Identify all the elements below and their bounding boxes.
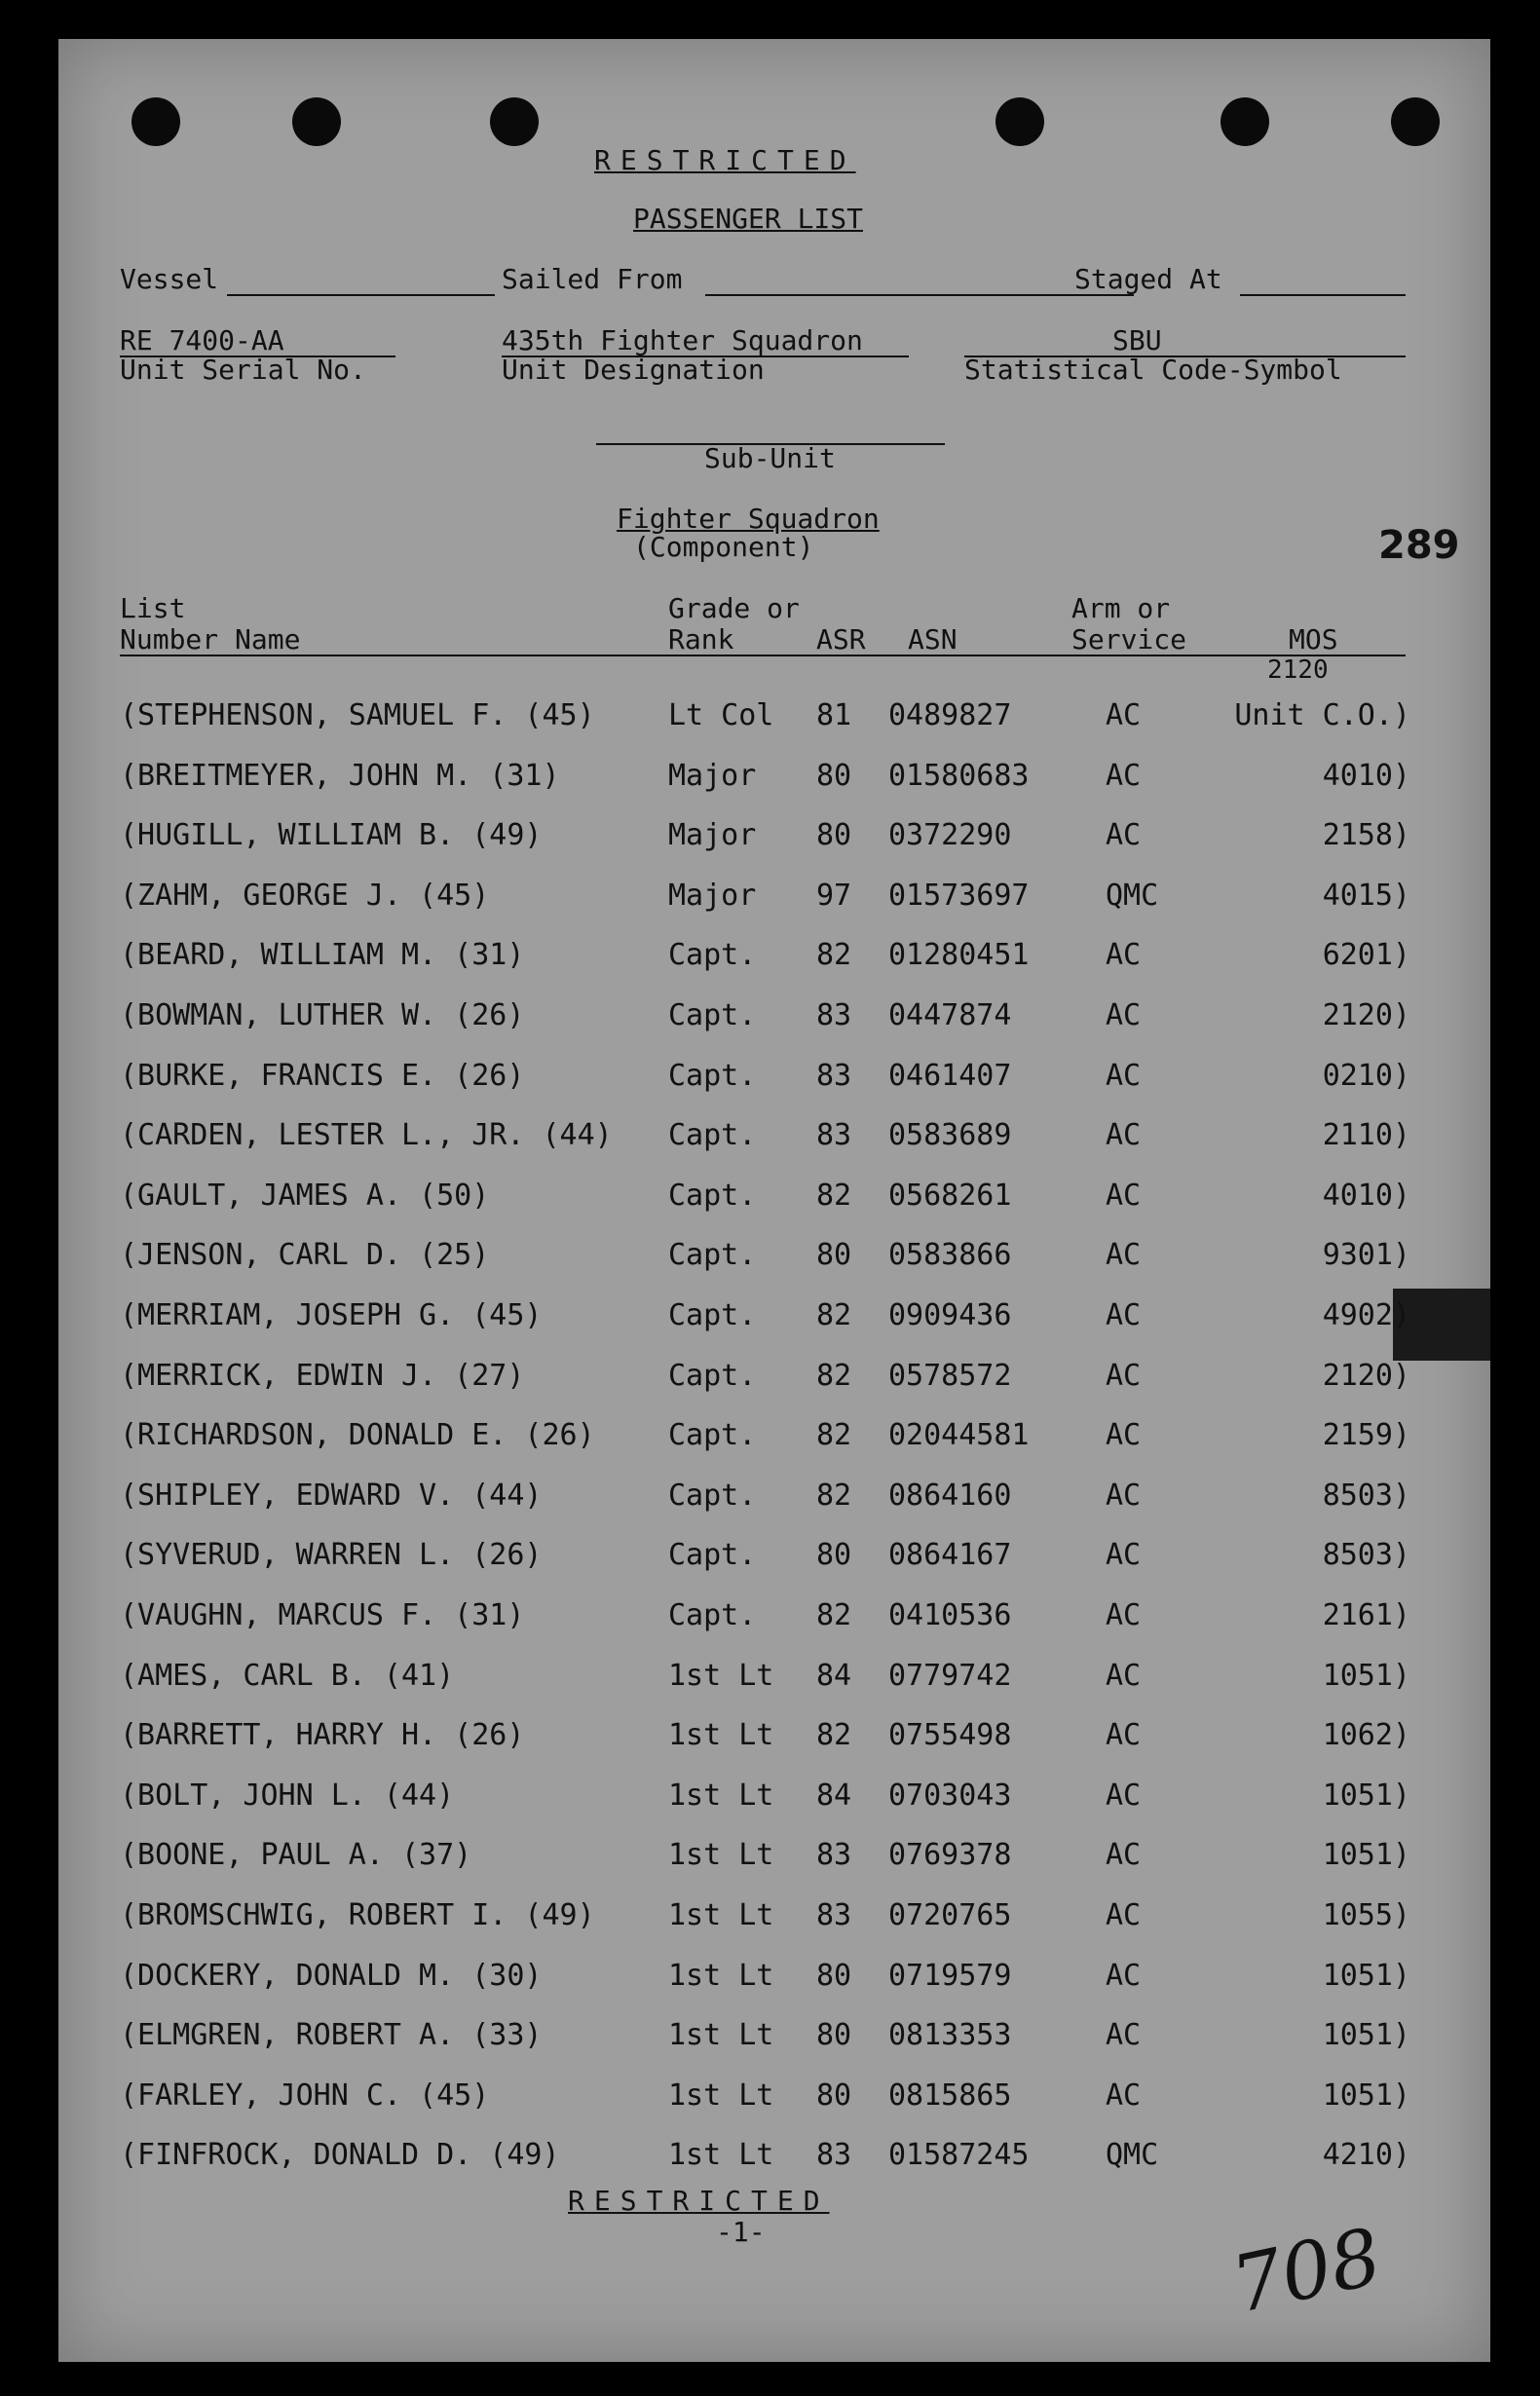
staged-at-label: Staged At	[1074, 263, 1222, 295]
passenger-asn: 0909436	[888, 1298, 1012, 1332]
table-row	[58, 1298, 1490, 1337]
passenger-rank: Major	[668, 758, 757, 793]
passenger-asn: 0720765	[888, 1898, 1012, 1932]
passenger-asn: 01280451	[888, 938, 1030, 973]
classification-footer: RESTRICTED	[568, 2185, 830, 2217]
passenger-asn: 0815865	[888, 2078, 1012, 2113]
col-grade-bottom: Rank	[668, 623, 734, 655]
passenger-name: (BOLT, JOHN L. (44)	[120, 1778, 455, 1813]
passenger-rank: Capt.	[668, 1598, 757, 1632]
passenger-asn: 0583689	[888, 1118, 1012, 1153]
passenger-asr: 83	[816, 1898, 852, 1932]
passenger-asr: 82	[816, 1178, 852, 1213]
passenger-name: (ZAHM, GEORGE J. (45)	[120, 878, 490, 913]
passenger-asn: 01587245	[888, 2138, 1030, 2173]
table-row	[58, 1179, 1490, 1217]
passenger-mos: 1051)	[1322, 1838, 1410, 1873]
passenger-mos: 2161)	[1322, 1598, 1410, 1632]
passenger-mos: 1055)	[1322, 1898, 1410, 1932]
component-value: Fighter Squadron	[617, 503, 880, 535]
passenger-arm: AC	[1106, 2078, 1142, 2113]
passenger-rank: Capt.	[668, 1298, 757, 1332]
table-row	[58, 879, 1490, 917]
passenger-asr: 82	[816, 1478, 852, 1513]
table-row	[58, 818, 1490, 857]
table-row	[58, 1118, 1490, 1157]
passenger-mos: 2120)	[1322, 1358, 1410, 1393]
passenger-asr: 80	[816, 1958, 852, 1993]
stat-code-value: SBU	[1112, 324, 1162, 356]
sailed-from-blank	[705, 294, 1134, 296]
vessel-label: Vessel	[120, 263, 219, 295]
passenger-mos: 8503)	[1322, 1478, 1410, 1513]
passenger-name: (SYVERUD, WARREN L. (26)	[120, 1538, 543, 1573]
table-row	[58, 698, 1490, 737]
passenger-asr: 83	[816, 2138, 852, 2173]
passenger-arm: AC	[1106, 758, 1142, 793]
passenger-rank: 1st Lt	[668, 1778, 774, 1813]
passenger-arm: AC	[1106, 1418, 1142, 1453]
passenger-asr: 83	[816, 1838, 852, 1873]
passenger-name: (BURKE, FRANCIS E. (26)	[120, 1058, 525, 1093]
passenger-arm: AC	[1106, 998, 1142, 1032]
passenger-name: (MERRIAM, JOSEPH G. (45)	[120, 1298, 543, 1332]
table-row	[58, 2078, 1490, 2117]
passenger-rank: Capt.	[668, 1358, 757, 1393]
col-asn: ASN	[908, 623, 958, 655]
passenger-arm: AC	[1106, 1298, 1142, 1332]
col-arm-top: Arm or	[1071, 592, 1171, 624]
passenger-mos: 2110)	[1322, 1118, 1410, 1153]
passenger-asn: 0461407	[888, 1058, 1012, 1093]
passenger-asr: 80	[816, 818, 852, 853]
sailed-from-label: Sailed From	[502, 263, 683, 295]
table-row	[58, 1838, 1490, 1877]
passenger-rank: 1st Lt	[668, 1718, 774, 1753]
passenger-mos: 1051)	[1322, 2078, 1410, 2113]
passenger-name: (HUGILL, WILLIAM B. (49)	[120, 818, 543, 853]
table-row	[58, 1898, 1490, 1937]
passenger-asr: 80	[816, 1538, 852, 1573]
passenger-asr: 80	[816, 1238, 852, 1273]
passenger-mos: 1051)	[1322, 1778, 1410, 1813]
passenger-asn: 0447874	[888, 998, 1012, 1032]
passenger-arm: AC	[1106, 2018, 1142, 2053]
passenger-rank: 1st Lt	[668, 2018, 774, 2053]
col-list: List	[120, 592, 186, 624]
passenger-mos: Unit C.O.)	[1234, 698, 1410, 732]
passenger-asr: 80	[816, 2018, 852, 2053]
page-number: -1-	[716, 2216, 766, 2248]
unit-designation-label: Unit Designation	[502, 354, 765, 386]
staged-at-blank	[1240, 294, 1406, 296]
document-title: PASSENGER LIST	[633, 203, 864, 235]
passenger-name: (RICHARDSON, DONALD E. (26)	[120, 1418, 595, 1453]
passenger-arm: AC	[1106, 938, 1142, 973]
passenger-name: (VAUGHN, MARCUS F. (31)	[120, 1598, 525, 1632]
passenger-name: (AMES, CARL B. (41)	[120, 1658, 455, 1693]
passenger-mos: 1062)	[1322, 1718, 1410, 1753]
passenger-name: (BROMSCHWIG, ROBERT I. (49)	[120, 1898, 595, 1932]
passenger-asn: 0372290	[888, 818, 1012, 853]
passenger-mos: 9301)	[1322, 1238, 1410, 1273]
passenger-asn: 01580683	[888, 758, 1030, 793]
table-row	[58, 1359, 1490, 1398]
passenger-rank: Capt.	[668, 938, 757, 973]
passenger-rank: Capt.	[668, 1418, 757, 1453]
passenger-rank: Major	[668, 818, 757, 853]
passenger-name: (DOCKERY, DONALD M. (30)	[120, 1958, 543, 1993]
passenger-name: (BEARD, WILLIAM M. (31)	[120, 938, 525, 973]
passenger-mos: 1051)	[1322, 2018, 1410, 2053]
passenger-asn: 0864160	[888, 1478, 1012, 1513]
table-row	[58, 759, 1490, 798]
passenger-asr: 83	[816, 998, 852, 1032]
col-grade-top: Grade or	[668, 592, 800, 624]
passenger-asr: 82	[816, 938, 852, 973]
classification-header: RESTRICTED	[594, 144, 856, 176]
table-row	[58, 2138, 1490, 2177]
table-row	[58, 1479, 1490, 1517]
passenger-name: (BREITMEYER, JOHN M. (31)	[120, 758, 560, 793]
passenger-asr: 84	[816, 1778, 852, 1813]
passenger-asn: 0568261	[888, 1178, 1012, 1213]
passenger-arm: AC	[1106, 1838, 1142, 1873]
passenger-arm: AC	[1106, 1778, 1142, 1813]
passenger-arm: QMC	[1106, 2138, 1159, 2173]
table-row	[58, 1238, 1490, 1277]
passenger-mos: 0210)	[1322, 1058, 1410, 1093]
passenger-rank: 1st Lt	[668, 2078, 774, 2113]
passenger-rank: Capt.	[668, 1178, 757, 1213]
component-label: (Component)	[633, 531, 814, 563]
passenger-arm: AC	[1106, 1598, 1142, 1632]
passenger-asr: 82	[816, 1598, 852, 1632]
passenger-arm: AC	[1106, 1178, 1142, 1213]
passenger-rank: Lt Col	[668, 698, 774, 732]
passenger-mos: 1051)	[1322, 1658, 1410, 1693]
table-row	[58, 1538, 1490, 1577]
passenger-name: (FARLEY, JOHN C. (45)	[120, 2078, 490, 2113]
col-asr: ASR	[816, 623, 866, 655]
table-row	[58, 1418, 1490, 1457]
passenger-arm: AC	[1106, 1718, 1142, 1753]
passenger-asn: 0719579	[888, 1958, 1012, 1993]
passenger-rank: Capt.	[668, 1238, 757, 1273]
passenger-arm: AC	[1106, 1958, 1142, 1993]
passenger-arm: AC	[1106, 1118, 1142, 1153]
header-rule	[120, 655, 1406, 656]
document-page	[58, 39, 1490, 2362]
passenger-asr: 82	[816, 1358, 852, 1393]
passenger-rank: 1st Lt	[668, 1898, 774, 1932]
punch-hole	[995, 97, 1044, 146]
passenger-asr: 83	[816, 1058, 852, 1093]
passenger-name: (FINFROCK, DONALD D. (49)	[120, 2138, 560, 2173]
passenger-asn: 0813353	[888, 2018, 1012, 2053]
table-row	[58, 2018, 1490, 2057]
passenger-arm: AC	[1106, 698, 1142, 732]
passenger-asr: 84	[816, 1658, 852, 1693]
passenger-mos: 4010)	[1322, 758, 1410, 793]
passenger-rank: Major	[668, 878, 757, 913]
passenger-asr: 83	[816, 1118, 852, 1153]
passenger-name: (GAULT, JAMES A. (50)	[120, 1178, 490, 1213]
unit-designation-value: 435th Fighter Squadron	[502, 324, 863, 356]
passenger-asr: 82	[816, 1418, 852, 1453]
passenger-name: (BOWMAN, LUTHER W. (26)	[120, 998, 525, 1032]
passenger-rank: 1st Lt	[668, 2138, 774, 2173]
passenger-name: (MERRICK, EDWIN J. (27)	[120, 1358, 525, 1393]
passenger-arm: AC	[1106, 1058, 1142, 1093]
passenger-arm: QMC	[1106, 878, 1159, 913]
passenger-asn: 01573697	[888, 878, 1030, 913]
passenger-asn: 0578572	[888, 1358, 1012, 1393]
passenger-asr: 81	[816, 698, 852, 732]
passenger-asr: 80	[816, 758, 852, 793]
passenger-name: (CARDEN, LESTER L., JR. (44)	[120, 1118, 613, 1153]
passenger-name: (ELMGREN, ROBERT A. (33)	[120, 2018, 543, 2053]
passenger-mos: 2120)	[1322, 998, 1410, 1032]
passenger-asn: 02044581	[888, 1418, 1030, 1453]
passenger-asn: 0410536	[888, 1598, 1012, 1632]
passenger-rank: Capt.	[668, 1538, 757, 1573]
unit-serial-value: RE 7400-AA	[120, 324, 284, 356]
passenger-arm: AC	[1106, 1898, 1142, 1932]
passenger-name: (BARRETT, HARRY H. (26)	[120, 1718, 525, 1753]
passenger-rank: Capt.	[668, 1058, 757, 1093]
passenger-rank: 1st Lt	[668, 1958, 774, 1993]
passenger-arm: AC	[1106, 1538, 1142, 1573]
passenger-asn: 0703043	[888, 1778, 1012, 1813]
passenger-asr: 82	[816, 1718, 852, 1753]
sub-unit-label: Sub-Unit	[704, 442, 836, 474]
passenger-mos: 6201)	[1322, 938, 1410, 973]
table-row	[58, 1959, 1490, 1998]
passenger-asr: 82	[816, 1298, 852, 1332]
passenger-asn: 0489827	[888, 698, 1012, 732]
passenger-rank: 1st Lt	[668, 1838, 774, 1873]
passenger-mos: 4210)	[1322, 2138, 1410, 2173]
page-stamp: 289	[1378, 523, 1460, 568]
vessel-blank	[227, 294, 495, 296]
col-number-name: Number Name	[120, 623, 301, 655]
passenger-asn: 0769378	[888, 1838, 1012, 1873]
passenger-mos: 2159)	[1322, 1418, 1410, 1453]
punch-hole	[1221, 97, 1269, 146]
passenger-arm: AC	[1106, 1478, 1142, 1513]
passenger-asn: 0864167	[888, 1538, 1012, 1573]
passenger-mos: 4015)	[1322, 878, 1410, 913]
passenger-rank: 1st Lt	[668, 1658, 774, 1693]
passenger-name: (JENSON, CARL D. (25)	[120, 1238, 490, 1273]
passenger-arm: AC	[1106, 818, 1142, 853]
passenger-arm: AC	[1106, 1238, 1142, 1273]
punch-hole	[490, 97, 539, 146]
punch-hole	[292, 97, 341, 146]
passenger-asr: 97	[816, 878, 852, 913]
passenger-arm: AC	[1106, 1658, 1142, 1693]
stat-code-label: Statistical Code-Symbol	[964, 354, 1342, 386]
punch-hole	[1391, 97, 1440, 146]
passenger-name: (STEPHENSON, SAMUEL F. (45)	[120, 698, 595, 732]
passenger-mos: 8503)	[1322, 1538, 1410, 1573]
passenger-rank: Capt.	[668, 998, 757, 1032]
passenger-name: (SHIPLEY, EDWARD V. (44)	[120, 1478, 543, 1513]
table-row	[58, 1718, 1490, 1757]
table-row	[58, 1598, 1490, 1637]
col-arm-bottom: Service	[1071, 623, 1187, 655]
passenger-asn: 0755498	[888, 1718, 1012, 1753]
handwritten-number: 708	[1224, 2211, 1389, 2331]
passenger-asn: 0779742	[888, 1658, 1012, 1693]
passenger-asn: 0583866	[888, 1238, 1012, 1273]
passenger-name: (BOONE, PAUL A. (37)	[120, 1838, 472, 1873]
passenger-mos: 4902)	[1322, 1298, 1410, 1332]
table-row	[58, 1059, 1490, 1098]
passenger-asr: 80	[816, 2078, 852, 2113]
passenger-mos: 1051)	[1322, 1958, 1410, 1993]
passenger-rank: Capt.	[668, 1478, 757, 1513]
col-mos: MOS	[1289, 623, 1338, 655]
passenger-mos: 4010)	[1322, 1178, 1410, 1213]
table-row	[58, 938, 1490, 977]
punch-hole	[131, 97, 180, 146]
passenger-rank: Capt.	[668, 1118, 757, 1153]
mos-note: 2120	[1267, 655, 1329, 685]
passenger-arm: AC	[1106, 1358, 1142, 1393]
table-row	[58, 1778, 1490, 1817]
passenger-mos: 2158)	[1322, 818, 1410, 853]
unit-serial-label: Unit Serial No.	[120, 354, 366, 386]
table-row	[58, 998, 1490, 1037]
table-row	[58, 1659, 1490, 1698]
